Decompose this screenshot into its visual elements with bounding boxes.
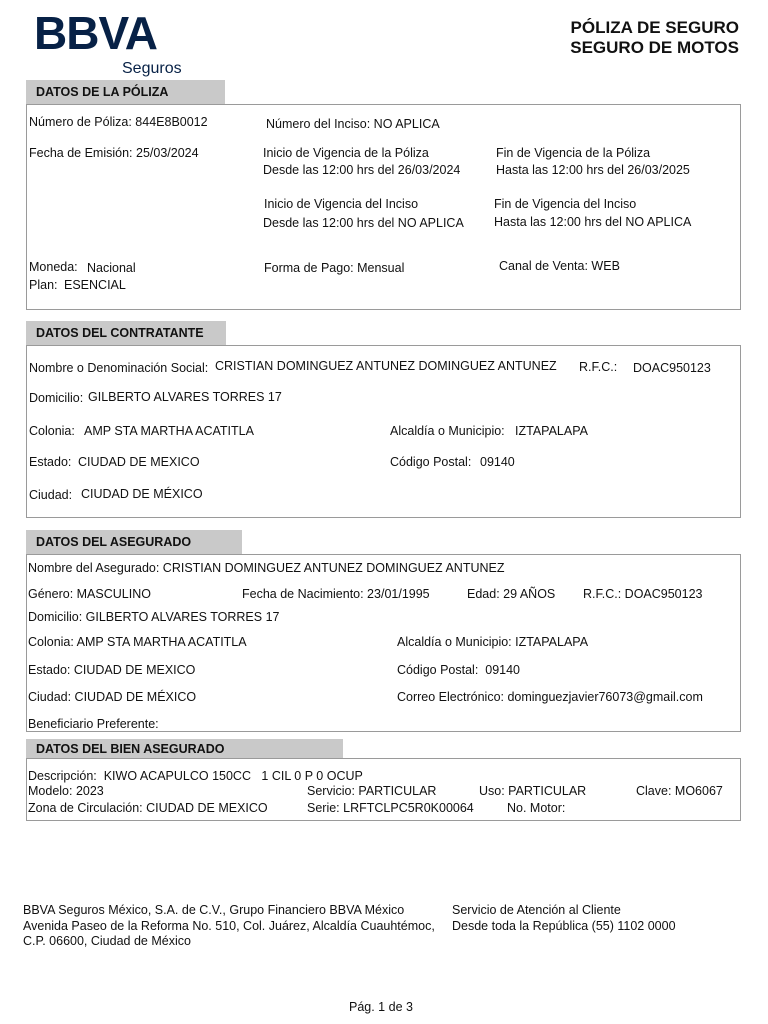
numero-poliza: Número de Póliza: 844E8B0012 <box>29 115 208 129</box>
fin-vigencia-inciso-label: Fin de Vigencia del Inciso <box>494 197 637 211</box>
footer-service-line1: Servicio de Atención al Cliente <box>452 903 621 917</box>
bien-clave: Clave: MO6067 <box>636 784 723 798</box>
section-header-poliza: DATOS DE LA PÓLIZA <box>26 80 225 104</box>
moneda-value: Nacional <box>87 261 136 275</box>
bien-modelo: Modelo: 2023 <box>28 784 104 798</box>
numero-inciso: Número del Inciso: NO APLICA <box>266 117 440 131</box>
page-number: Pág. 1 de 3 <box>349 1000 413 1014</box>
logo-subtext: Seguros <box>122 60 182 77</box>
plan-value: ESENCIAL <box>64 278 126 292</box>
bien-descripcion: Descripción: KIWO ACAPULCO 150CC 1 CIL 0 P 0 OCUP <box>28 769 363 783</box>
asegurado-correo: Correo Electrónico: dominguezjavier76073@gmail.com <box>397 690 703 704</box>
asegurado-genero: Género: MASCULINO <box>28 587 151 601</box>
asegurado-beneficiario: Beneficiario Preferente: <box>28 717 159 731</box>
fin-vigencia-poliza-label: Fin de Vigencia de la Póliza <box>496 146 651 160</box>
bien-motor: No. Motor: <box>507 801 566 815</box>
asegurado-fecha-nacimiento: Fecha de Nacimiento: 23/01/1995 <box>242 587 430 601</box>
asegurado-rfc: R.F.C.: DOAC950123 <box>583 587 703 601</box>
contratante-ciudad-value: CIUDAD DE MÉXICO <box>81 487 203 501</box>
logo-text: BBVA <box>34 7 157 59</box>
asegurado-cp: Código Postal: 09140 <box>397 663 521 677</box>
bien-serie: Serie: LRFTCLPC5R0K00064 <box>307 801 474 815</box>
bien-zona-circulacion: Zona de Circulación: CIUDAD DE MEXICO <box>28 801 268 815</box>
asegurado-ciudad: Ciudad: CIUDAD DE MÉXICO <box>28 690 197 704</box>
contratante-alcaldia-value: IZTAPALAPA <box>515 424 588 438</box>
contratante-colonia-label: Colonia: <box>29 424 75 438</box>
bbva-seguros-logo <box>34 7 182 78</box>
contratante-domicilio-value: GILBERTO ALVARES TORRES 17 <box>88 390 282 404</box>
contratante-estado-value: CIUDAD DE MEXICO <box>78 455 200 469</box>
inicio-vigencia-poliza-value: Desde las 12:00 hrs del 26/03/2024 <box>263 163 461 177</box>
canal-venta: Canal de Venta: WEB <box>499 259 620 273</box>
asegurado-estado: Estado: CIUDAD DE MEXICO <box>28 663 196 677</box>
document-subtitle: SEGURO DE MOTOS <box>570 38 739 57</box>
contratante-rfc-value: DOAC950123 <box>633 361 711 375</box>
fin-vigencia-inciso-value: Hasta las 12:00 hrs del NO APLICA <box>494 215 692 229</box>
asegurado-edad: Edad: 29 AÑOS <box>467 587 556 601</box>
contratante-nombre-value: CRISTIAN DOMINGUEZ ANTUNEZ DOMINGUEZ ANTUNEZ <box>215 359 557 373</box>
bien-uso: Uso: PARTICULAR <box>479 784 587 798</box>
section-header-contratante: DATOS DEL CONTRATANTE <box>26 321 226 345</box>
footer-company-line2: Avenida Paseo de la Reforma No. 510, Col. Juárez, Alcaldía Cuauhtémoc, <box>23 918 435 933</box>
footer-company-info <box>23 903 435 950</box>
asegurado-domicilio: Domicilio: GILBERTO ALVARES TORRES 17 <box>28 610 280 624</box>
footer-service-info <box>452 903 676 934</box>
moneda-label: Moneda: <box>29 260 78 274</box>
fecha-emision: Fecha de Emisión: 25/03/2024 <box>29 146 199 160</box>
contratante-cp-value: 09140 <box>480 455 515 469</box>
contratante-rfc-label: R.F.C.: <box>579 360 618 374</box>
section-header-asegurado: DATOS DEL ASEGURADO <box>26 530 242 554</box>
plan-label: Plan: <box>29 278 58 292</box>
inicio-vigencia-poliza-label: Inicio de Vigencia de la Póliza <box>263 146 429 160</box>
contratante-domicilio-label: Domicilio: <box>29 391 84 405</box>
contratante-nombre-label: Nombre o Denominación Social: <box>29 361 209 375</box>
contratante-cp-label: Código Postal: <box>390 455 472 469</box>
bien-servicio: Servicio: PARTICULAR <box>307 784 437 798</box>
asegurado-nombre: Nombre del Asegurado: CRISTIAN DOMINGUEZ ANTUNEZ DOMINGUEZ ANTUNEZ <box>28 561 505 575</box>
asegurado-colonia: Colonia: AMP STA MARTHA ACATITLA <box>28 635 247 649</box>
footer-service-line2: Desde toda la República (55) 1102 0000 <box>452 918 676 933</box>
footer-company-line3: C.P. 06600, Ciudad de México <box>23 934 191 948</box>
document-title: PÓLIZA DE SEGURO <box>570 18 739 37</box>
inicio-vigencia-inciso-value: Desde las 12:00 hrs del NO APLICA <box>263 216 464 230</box>
asegurado-alcaldia: Alcaldía o Municipio: IZTAPALAPA <box>397 635 589 649</box>
contratante-ciudad-label: Ciudad: <box>29 488 73 502</box>
section-header-bien: DATOS DEL BIEN ASEGURADO <box>26 739 343 759</box>
forma-pago: Forma de Pago: Mensual <box>264 261 405 275</box>
inicio-vigencia-inciso-label: Inicio de Vigencia del Inciso <box>264 197 419 211</box>
fin-vigencia-poliza-value: Hasta las 12:00 hrs del 26/03/2025 <box>496 163 690 177</box>
footer-company-line1: BBVA Seguros México, S.A. de C.V., Grupo Financiero BBVA México <box>23 903 405 917</box>
contratante-colonia-value: AMP STA MARTHA ACATITLA <box>84 424 254 438</box>
contratante-alcaldia-label: Alcaldía o Municipio: <box>390 424 505 438</box>
contratante-estado-label: Estado: <box>29 455 72 469</box>
